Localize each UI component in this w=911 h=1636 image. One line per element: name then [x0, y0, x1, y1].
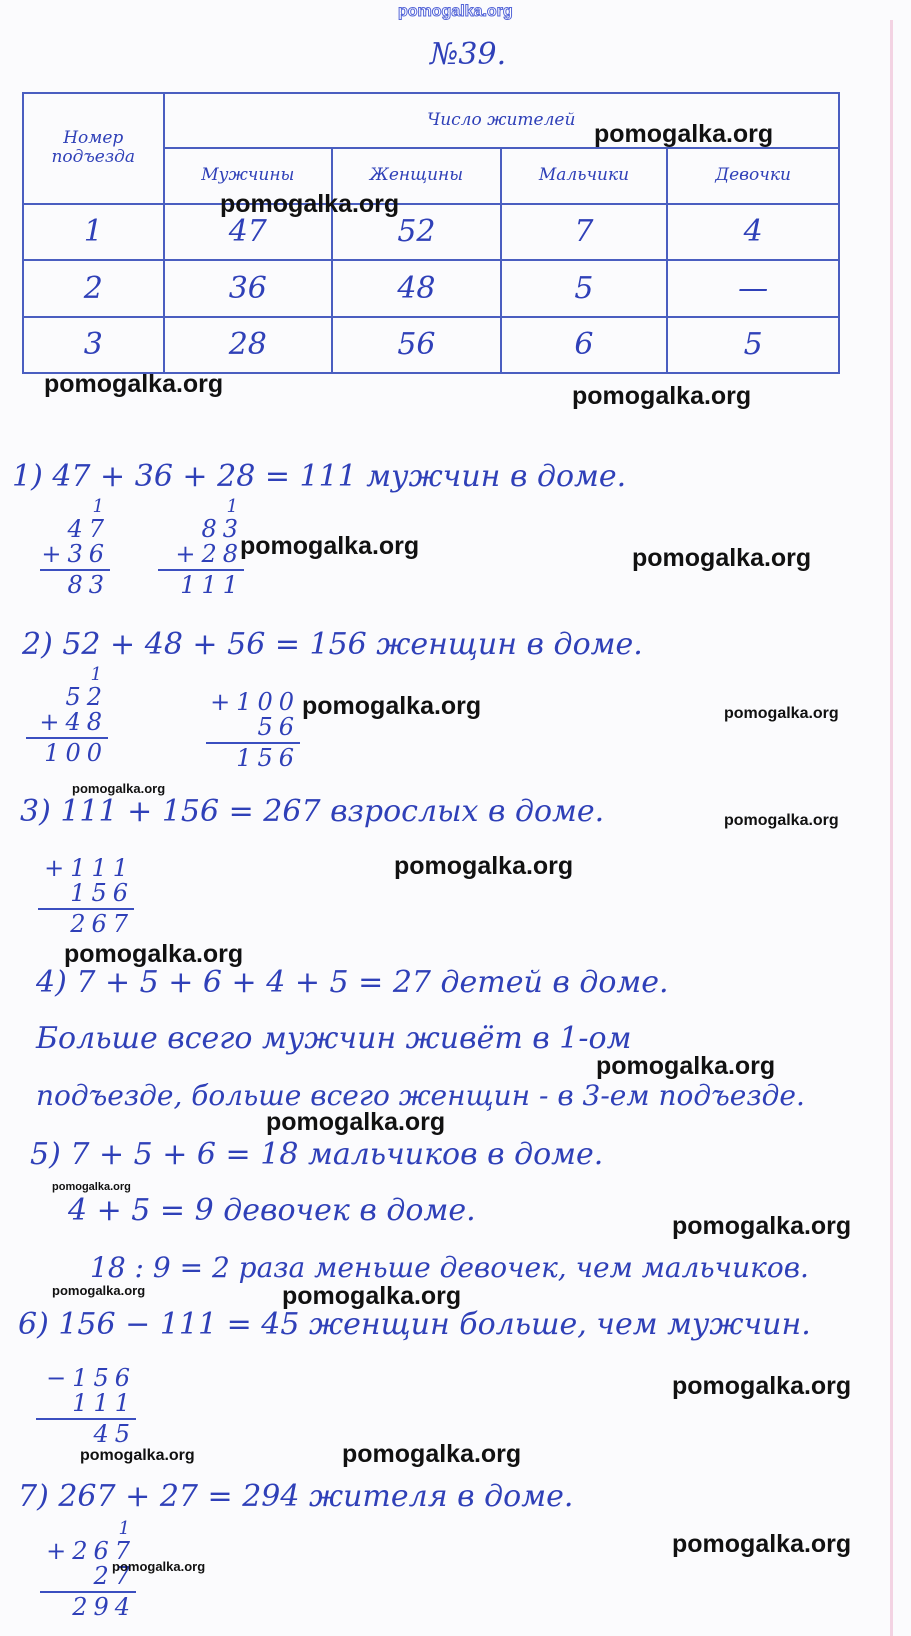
watermark: pomogalka.org: [64, 940, 244, 968]
calc-3: [38, 856, 134, 938]
step-number: 2): [22, 627, 53, 662]
sum: 294: [72, 1593, 136, 1622]
watermark: pomogalka.org: [724, 705, 839, 722]
watermark: pomogalka.org: [672, 1530, 852, 1558]
addend-value: 36: [67, 540, 110, 569]
watermark: pomogalka.org: [44, 370, 224, 398]
calc-2b: [206, 690, 300, 772]
watermark: pomogalka.org: [672, 1212, 852, 1240]
cell-value: 36: [164, 260, 333, 316]
calc-1b: [158, 498, 244, 598]
step-number: 7): [18, 1479, 49, 1514]
watermark: pomogalka.org: [394, 852, 574, 880]
cell-value: 28: [164, 317, 333, 373]
step-7: [18, 1479, 574, 1514]
addend-value: 48: [65, 708, 108, 737]
operator: +: [39, 708, 66, 737]
carry: 1: [118, 1518, 136, 1539]
watermark: pomogalka.org: [80, 1447, 195, 1464]
step-6: [18, 1307, 811, 1342]
watermark: pomogalka.org: [724, 812, 839, 829]
subtrahend: 111: [72, 1389, 136, 1418]
addend: [26, 710, 108, 735]
addend: 27: [93, 1562, 136, 1591]
sum: 100: [44, 739, 108, 768]
cell-entrance: 2: [23, 260, 164, 316]
sum: 111: [180, 571, 244, 600]
watermark: pomogalka.org: [220, 190, 400, 218]
operator: +: [44, 854, 71, 882]
addend-value: 28: [201, 540, 244, 569]
addend: [40, 542, 110, 567]
step-text: 156 − 111 = 45 женщин больше, чем мужчин.: [58, 1307, 811, 1342]
calc-6: [36, 1366, 136, 1448]
step-text: 7 + 5 + 6 + 4 + 5 = 27 детей в доме.: [76, 965, 669, 1000]
watermark: pomogalka.org: [302, 692, 482, 720]
step-4: [36, 965, 669, 1000]
watermark: pomogalka.org: [112, 1559, 206, 1574]
watermark-top: pomogalka.org: [398, 3, 513, 20]
step-number: 6): [18, 1307, 49, 1342]
cell-value: 48: [332, 260, 501, 316]
operator: −: [46, 1364, 73, 1392]
addend-value: 267: [72, 1536, 136, 1565]
header-residents: Число жителей: [164, 93, 840, 148]
addend: 156: [70, 879, 134, 908]
sum: 156: [236, 744, 300, 773]
conclusion-line-2: подъезде, больше всего женщин - в 3-ем подъезде.: [36, 1079, 805, 1112]
addend: 47: [67, 514, 110, 543]
watermark: pomogalka.org: [52, 1283, 146, 1298]
step-text: 267 + 27 = 294 жителя в доме.: [58, 1479, 574, 1514]
cell-value: —: [667, 260, 839, 316]
operator: +: [210, 688, 237, 716]
col-girls: Девочки: [667, 148, 839, 203]
margin-line: [890, 20, 893, 1636]
cell-value: 4: [667, 204, 839, 260]
col-boys: Мальчики: [501, 148, 668, 203]
watermark: pomogalka.org: [282, 1282, 462, 1310]
difference: 45: [93, 1420, 136, 1449]
step-text: 52 + 48 + 56 = 156 женщин в доме.: [62, 627, 643, 662]
watermark: pomogalka.org: [632, 544, 812, 572]
cell-value: 5: [501, 260, 668, 316]
step-5: [30, 1137, 604, 1172]
cell-value: 7: [501, 204, 668, 260]
sum: 83: [67, 571, 110, 600]
addend: [206, 690, 300, 715]
table-row: [23, 317, 839, 373]
col-men: Мужчины: [164, 148, 333, 203]
minuend: [36, 1366, 136, 1391]
step-number: 5): [30, 1137, 61, 1172]
watermark: pomogalka.org: [596, 1052, 776, 1080]
carry: 1: [92, 496, 110, 517]
girls-line: 4 + 5 = 9 девочек в доме.: [68, 1193, 476, 1228]
addend-value: 111: [70, 854, 134, 882]
conclusion-line-1: Больше всего мужчин живёт в 1-ом: [36, 1021, 632, 1056]
step-text: 111 + 156 = 267 взрослых в доме.: [60, 794, 605, 829]
cell-value: 47: [164, 204, 333, 260]
operator: +: [46, 1536, 73, 1565]
calc-2a: [26, 666, 108, 766]
watermark: pomogalka.org: [72, 781, 166, 796]
cell-value: 56: [332, 317, 501, 373]
watermark: pomogalka.org: [240, 532, 420, 560]
step-3: [20, 794, 605, 829]
cell-value: 52: [332, 204, 501, 260]
step-number: 4): [36, 965, 67, 1000]
header-entrance: Номер подъезда: [23, 93, 164, 204]
watermark: pomogalka.org: [572, 382, 752, 410]
watermark: pomogalka.org: [52, 1181, 131, 1193]
ratio-line: 18 : 9 = 2 раза меньше девочек, чем мальчиков.: [90, 1251, 809, 1284]
watermark: pomogalka.org: [594, 120, 774, 148]
step-1: [12, 459, 627, 494]
watermark: pomogalka.org: [342, 1440, 522, 1468]
watermark: pomogalka.org: [672, 1372, 852, 1400]
minuend-value: 156: [72, 1364, 136, 1392]
operator: +: [41, 540, 68, 569]
addend: 52: [65, 682, 108, 711]
col-women: Женщины: [332, 148, 501, 203]
step-text: 7 + 5 + 6 = 18 мальчиков в доме.: [70, 1137, 604, 1172]
table-row: [23, 204, 839, 260]
addend: [158, 542, 244, 567]
addend: 83: [201, 514, 244, 543]
watermark: pomogalka.org: [266, 1108, 446, 1136]
step-number: 3): [20, 794, 51, 829]
step-number: 1): [12, 459, 43, 494]
exercise-title: №39.: [430, 37, 507, 72]
cell-value: 6: [501, 317, 668, 373]
addend: [38, 856, 134, 881]
calc-1a: [40, 498, 110, 598]
cell-entrance: 3: [23, 317, 164, 373]
sum: 267: [70, 910, 134, 939]
addend: 56: [257, 713, 300, 742]
step-2: [22, 627, 643, 662]
operator: +: [175, 540, 202, 569]
carry: 1: [90, 664, 108, 685]
cell-entrance: 1: [23, 204, 164, 260]
addend-value: 100: [236, 688, 300, 716]
cell-value: 5: [667, 317, 839, 373]
step-text: 47 + 36 + 28 = 111 мужчин в доме.: [52, 459, 627, 494]
table-row: [23, 260, 839, 316]
carry: 1: [226, 496, 244, 517]
